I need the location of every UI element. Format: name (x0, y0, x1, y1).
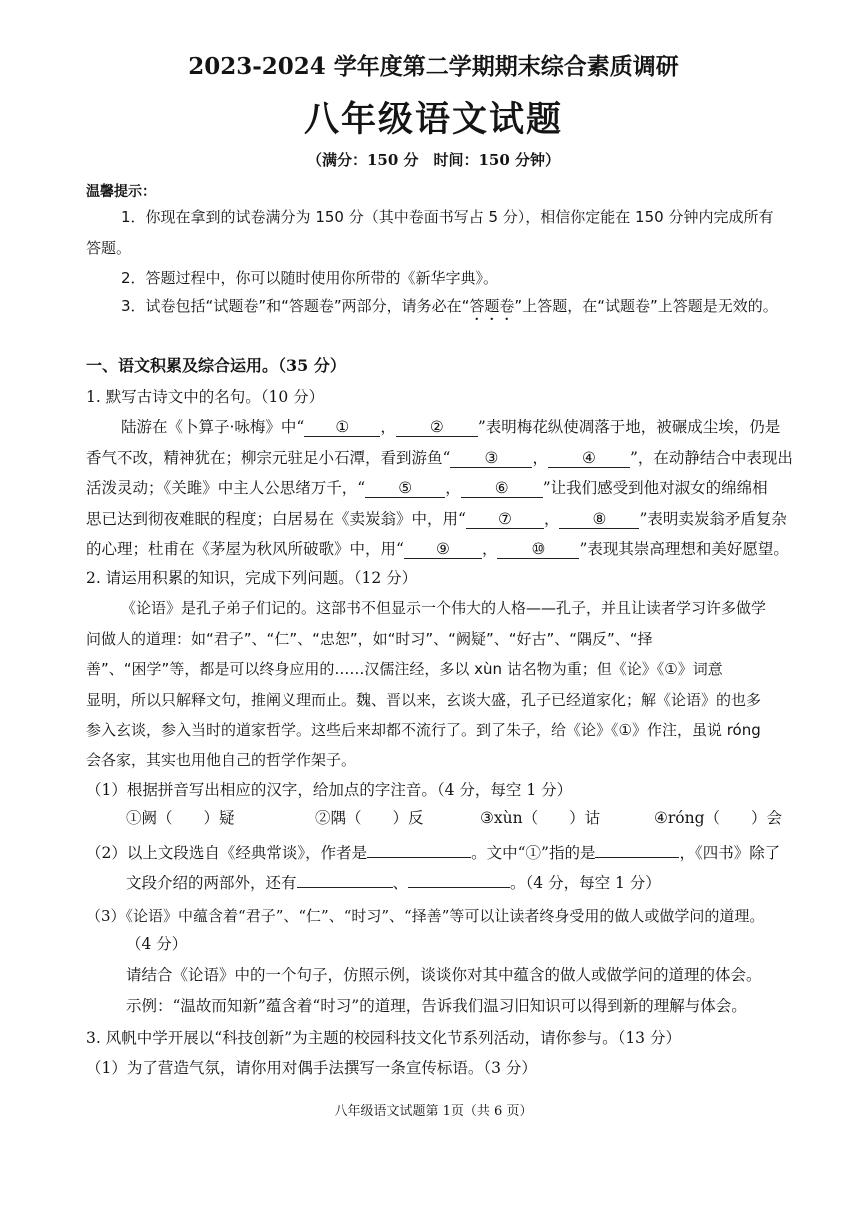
q1-line-4: 思已达到彻夜难眠的程度；白居易在《卖炭翁》中，用“ ⑦ ， ⑧ ”表明卖炭翁矛盾复杂 (86, 510, 787, 528)
q1-title: 1. 默写古诗文中的名句。（10 分） (86, 388, 325, 406)
q1-line-2: 香气不改，精神犹在；柳宗元驻足小石潭，看到游鱼“ ③ ， ④ ”，在动静结合中表现出 (86, 449, 793, 467)
q2-passage-6: 会各家，其实也用他自己的哲学作架子。 (86, 751, 357, 769)
q2-sub-3: （3）《论语》中蕴含着“君子”、“仁”、“时习”、“择善”等可以让读者终身受用的做人或做学问的道理。 (86, 907, 765, 925)
author-blank[interactable] (367, 857, 471, 858)
q2-sub-2: （2）以上文段选自《经典常谈》，作者是 。文中“①”指的是 ，《四书》除了 (86, 844, 781, 862)
q2-sub-3-instruction: 请结合《论语》中的一个句子，仿照示例，谈谈你对其中蕴含的做人或做学问的道理的体会。 (126, 966, 762, 984)
q3-sub-1: （1）为了营造气氛，请你用对偶手法撰写一条宣传标语。（3 分） (86, 1059, 537, 1077)
tip-2: 2．答题过程中，你可以随时使用你所带的《新华字典》。 (121, 269, 499, 287)
tip-3: 3．试卷包括“试题卷”和“答题卷”两部分，请务必在“答题卷”上答题，在“试题卷”上答题是无效的。 (121, 297, 778, 315)
q1-line-5: 的心理；杜甫在《茅屋为秋风所破歌》中，用“ ⑨ ， ⑩ ”表现其崇高理想和美好愿望。 (86, 540, 789, 558)
blank-7[interactable]: ⑦ (466, 510, 544, 529)
tips-heading: 温馨提示： (86, 184, 156, 200)
symbol-meaning-blank[interactable] (595, 857, 679, 858)
score-and-time: （满分：150 分 时间：150 分钟） (306, 151, 561, 169)
blank-3[interactable]: ③ (450, 449, 532, 468)
blank-8[interactable]: ⑧ (559, 510, 639, 529)
blank-5[interactable]: ⑤ (365, 479, 445, 498)
emphasis-answer-sheet: 答题卷 (469, 297, 515, 315)
q1-line-1: 陆游在《卜算子·咏梅》中“ ① ， ② ”表明梅花纵使凋落于地，被碾成尘埃，仍是 (121, 418, 781, 436)
exam-subject-title: 八年级语文试题 (303, 99, 563, 140)
q2-passage-5: 参入玄谈，参入当时的道家哲学。这些后来却都不流行了。到了朱子，给《论》《①》作注，虽说 róng (86, 721, 761, 739)
blank-1[interactable]: ① (304, 418, 380, 437)
exam-session-title: 2023-2024 学年度第二学期期末综合素质调研 (188, 53, 679, 80)
q2-sub-1: （1）根据拼音写出相应的汉字，给加点的字注音。（4 分，每空 1 分） (86, 781, 573, 799)
tip-1: 1．你现在拿到的试卷满分为 150 分（其中卷面书写占 5 分），相信你定能在 150 分钟内完成所有 (121, 208, 774, 226)
blank-9[interactable]: ⑨ (404, 540, 482, 559)
blank-4[interactable]: ④ (548, 449, 630, 468)
q2-sub-1-item-3[interactable]: ③xùn（ ）诂 (480, 809, 601, 827)
q2-passage-1: 《论语》是孔子弟子们记的。这部书不但显示一个伟大的人格——孔子，并且让读者学习许多做学 (121, 599, 767, 617)
q2-sub-2-cont: 文段介绍的两部外，还有 、 。（4 分，每空 1 分） (126, 874, 661, 892)
tip-1-cont: 答题。 (86, 239, 132, 257)
blank-6[interactable]: ⑥ (461, 479, 543, 498)
book-blank-1[interactable] (297, 887, 393, 888)
q2-sub-1-item-2[interactable]: ②隅（ ）反 (315, 809, 424, 827)
q3-title: 3. 风帆中学开展以“科技创新”为主题的校园科技文化节系列活动，请你参与。（13 分） (86, 1029, 681, 1047)
q2-passage-2: 问做人的道理：如“君子”、“仁”、“忠恕”，如“时习”、“阙疑”、“好古”、“隅反”、“择 (86, 630, 653, 648)
q2-sub-3-example: 示例：“温故而知新”蕴含着“时习”的道理，告诉我们温习旧知识可以得到新的理解与体会。 (126, 997, 747, 1015)
q2-sub-1-item-1[interactable]: ①阙（ ）疑 (126, 809, 235, 827)
blank-2[interactable]: ② (396, 418, 478, 437)
q2-passage-3: 善”、“困学”等，都是可以终身应用的……汉儒注经，多以 xùn 诂名物为重；但《论》《①》词意 (86, 660, 723, 678)
q2-sub-1-item-4[interactable]: ④róng（ ）会 (654, 809, 783, 827)
q2-sub-3-points: （4 分） (126, 935, 188, 953)
page-footer: 八年级语文试题第 1页（共 6 页） (334, 1104, 533, 1119)
q2-passage-4: 显明，所以只解释文句，推阐义理而止。魏、晋以来，玄谈大盛，孔子已经道家化；解《论语》的也多 (86, 691, 762, 709)
q1-line-3: 活泼灵动；《关雎》中主人公思绪万千，“ ⑤ ， ⑥ ”让我们感受到他对淑女的绵绵相 (86, 479, 768, 497)
q2-title: 2. 请运用积累的知识，完成下列问题。（12 分） (86, 569, 418, 587)
section-1-heading: 一、语文积累及综合运用。（35 分） (86, 356, 346, 375)
book-blank-2[interactable] (408, 887, 510, 888)
blank-10[interactable]: ⑩ (497, 540, 579, 559)
